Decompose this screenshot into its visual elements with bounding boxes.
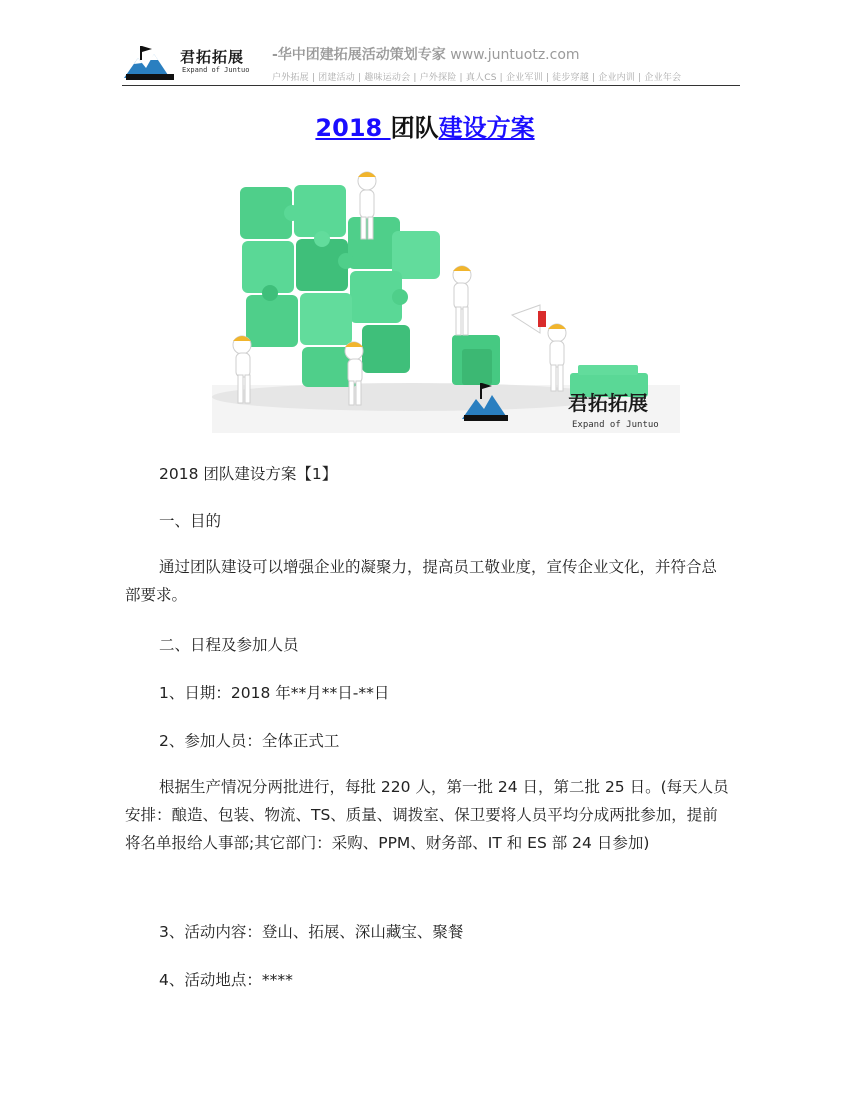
para-activities: 3、活动内容：登山、拓展、深山藏宝、聚餐 [159,923,464,941]
page-header [122,36,740,86]
slogan-text: -华中团建拓展活动策划专家 [272,47,446,63]
puzzle-team-image [212,165,680,433]
logo-name: 君拓拓展 [180,48,245,66]
services-list: 户外拓展 | 团建活动 | 趣味运动会 | 户外探险 | 真人CS | 企业军训 | 徒步穿越 | 企业内训 | 企业年会 [272,73,682,83]
logo-subtitle: Expand of Juntuo [182,66,250,74]
site-url[interactable]: www.juntuotz.com [450,47,580,63]
para-arrangement: 根据生产情况分两批进行，每批 220 人，第一批 24 日，第二批 25 日。(每天人员安排：酿造、包装、物流、TS、质量、调拨室、保卫要将人员平均分成两批参加，提前将名单报给人事部;其它部门：采购、PPM、财务部、IT 和 ES 部 24 日参加) [125,778,729,852]
puzzle-pieces-icon [240,185,648,397]
para-section-schedule: 二、日程及参加人员 [159,636,299,654]
page-title [0,108,850,143]
para-heading-plan: 2018 团队建设方案【1】 [159,465,338,483]
para-date: 1、日期：2018 年**月**日-**日 [159,684,390,702]
megaphone-icon [512,305,546,333]
logo [122,44,262,84]
header-slogan [272,44,580,64]
para-participants: 2、参加人员：全体正式工 [159,732,340,750]
para-purpose-text: 通过团队建设可以增强企业的凝聚力，提高员工敬业度，宣传企业文化，并符合总部要求。 [125,558,718,604]
header-divider [122,85,740,86]
title-link-plan[interactable]: 建设方案 [438,114,535,142]
watermark-name: 君拓拓展 [568,391,648,415]
hero-illustration [212,165,680,433]
watermark-subtitle: Expand of Juntuo [572,420,659,430]
logo-mountain-icon [122,44,178,82]
para-location: 4、活动地点：**** [159,971,293,989]
para-section-purpose: 一、目的 [159,512,222,530]
title-plain: 团队 [390,114,439,142]
title-link-year[interactable]: 2018 [315,114,391,142]
